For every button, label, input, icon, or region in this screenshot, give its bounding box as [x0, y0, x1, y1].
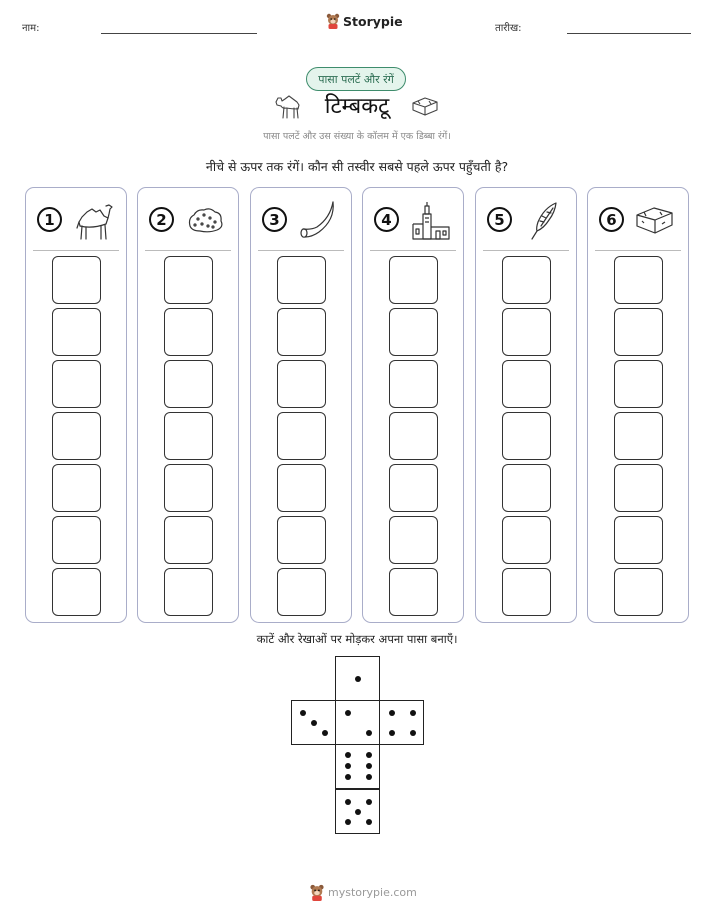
column-number: 1 — [37, 207, 62, 232]
dice-pip — [355, 676, 361, 682]
column-1 — [25, 187, 127, 623]
color-cell[interactable] — [277, 464, 326, 512]
color-cell[interactable] — [502, 464, 551, 512]
color-cell[interactable] — [52, 256, 101, 304]
color-cell[interactable] — [277, 568, 326, 616]
mosque-tower-icon — [409, 200, 453, 242]
dice-pip — [410, 730, 416, 736]
cut-instruction: काटें और रेखाओं पर मोड़कर अपना पासा बनाएँ। — [256, 632, 458, 646]
color-cell[interactable] — [52, 516, 101, 564]
dice-pip — [366, 763, 372, 769]
dice-pip — [345, 819, 351, 825]
column-4 — [362, 187, 464, 623]
cell-stack — [588, 256, 688, 616]
color-cell[interactable] — [614, 516, 663, 564]
color-cell[interactable] — [614, 412, 663, 460]
color-cell[interactable] — [614, 360, 663, 408]
color-cell[interactable] — [614, 464, 663, 512]
color-cell[interactable] — [389, 412, 438, 460]
column-number: 6 — [599, 207, 624, 232]
column-2 — [137, 187, 239, 623]
color-cell[interactable] — [52, 464, 101, 512]
color-cell[interactable] — [389, 516, 438, 564]
date-label: तारीख: — [495, 23, 522, 34]
dice-pip — [366, 799, 372, 805]
camel-icon — [72, 200, 116, 242]
color-cell[interactable] — [52, 568, 101, 616]
rock-icon — [184, 200, 228, 242]
page-title: टिम्बकटू — [324, 94, 390, 119]
color-cell[interactable] — [277, 412, 326, 460]
subtitle: पासा पलटें और उस संख्या के कॉलम में एक डिब्बा रंगें। — [263, 131, 451, 142]
dice-pip — [366, 819, 372, 825]
color-cell[interactable] — [164, 308, 213, 356]
dice-pip — [345, 710, 351, 716]
color-cell[interactable] — [164, 360, 213, 408]
dice-face-5 — [335, 789, 380, 834]
salt-block-icon — [634, 200, 678, 242]
color-cell[interactable] — [502, 412, 551, 460]
bear-icon — [326, 13, 340, 29]
color-cell[interactable] — [52, 308, 101, 356]
color-cell[interactable] — [164, 464, 213, 512]
instruction: नीचे से ऊपर तक रंगें। कौन सी तस्वीर सबसे पहले ऊपर पहुँचती है? — [205, 159, 509, 174]
column-6 — [587, 187, 689, 623]
color-cell[interactable] — [277, 516, 326, 564]
cell-stack — [26, 256, 126, 616]
dice-pip — [366, 730, 372, 736]
dice-pip — [345, 763, 351, 769]
column-divider — [145, 250, 231, 251]
color-cell[interactable] — [502, 568, 551, 616]
footer-url[interactable]: mystorypie.com — [328, 886, 417, 899]
dice-pip — [389, 730, 395, 736]
brand-logo — [326, 13, 403, 29]
dice-pip — [410, 710, 416, 716]
dice-pip — [311, 720, 317, 726]
color-cell[interactable] — [502, 516, 551, 564]
dice-face-4 — [379, 700, 424, 745]
column-number: 4 — [374, 207, 399, 232]
color-cell[interactable] — [164, 568, 213, 616]
name-label: नाम: — [22, 23, 40, 34]
bear-icon — [309, 884, 325, 901]
dice-face-6 — [335, 744, 380, 789]
dice-pip — [345, 774, 351, 780]
salt-block-icon — [410, 95, 440, 117]
footer — [309, 884, 417, 901]
brand-name: Storypie — [343, 13, 403, 29]
color-cell[interactable] — [389, 308, 438, 356]
color-cell[interactable] — [164, 516, 213, 564]
color-cell[interactable] — [389, 360, 438, 408]
dice-pip — [366, 774, 372, 780]
dice-pip — [345, 799, 351, 805]
color-cell[interactable] — [52, 360, 101, 408]
color-cell[interactable] — [502, 308, 551, 356]
horn-icon — [297, 200, 341, 242]
color-cell[interactable] — [389, 464, 438, 512]
column-divider — [258, 250, 344, 251]
cell-stack — [476, 256, 576, 616]
name-line[interactable] — [101, 33, 257, 34]
color-cell[interactable] — [614, 256, 663, 304]
column-divider — [370, 250, 456, 251]
color-cell[interactable] — [389, 256, 438, 304]
color-cell[interactable] — [389, 568, 438, 616]
dice-pip — [300, 710, 306, 716]
color-cell[interactable] — [52, 412, 101, 460]
dice-pip — [345, 752, 351, 758]
feather-quill-icon — [522, 200, 566, 242]
color-cell[interactable] — [502, 360, 551, 408]
dice-face-1 — [335, 656, 380, 701]
dice-pip — [322, 730, 328, 736]
column-divider — [483, 250, 569, 251]
color-cell[interactable] — [164, 412, 213, 460]
column-3 — [250, 187, 352, 623]
column-divider — [595, 250, 681, 251]
dice-pip — [366, 752, 372, 758]
column-number: 2 — [149, 207, 174, 232]
color-cell[interactable] — [277, 360, 326, 408]
column-number: 5 — [487, 207, 512, 232]
dice-face-2 — [335, 700, 380, 745]
date-line[interactable] — [567, 33, 691, 34]
column-5 — [475, 187, 577, 623]
activity-badge: पासा पलटें और रंगें — [306, 67, 406, 91]
dice-face-3 — [291, 700, 336, 745]
color-cell[interactable] — [164, 256, 213, 304]
dice-pip — [355, 809, 361, 815]
column-number: 3 — [262, 207, 287, 232]
color-cell[interactable] — [614, 308, 663, 356]
cell-stack — [363, 256, 463, 616]
cell-stack — [251, 256, 351, 616]
color-cell[interactable] — [277, 308, 326, 356]
column-divider — [33, 250, 119, 251]
color-cell[interactable] — [277, 256, 326, 304]
color-cell[interactable] — [614, 568, 663, 616]
dice-pip — [389, 710, 395, 716]
cell-stack — [138, 256, 238, 616]
color-cell[interactable] — [502, 256, 551, 304]
